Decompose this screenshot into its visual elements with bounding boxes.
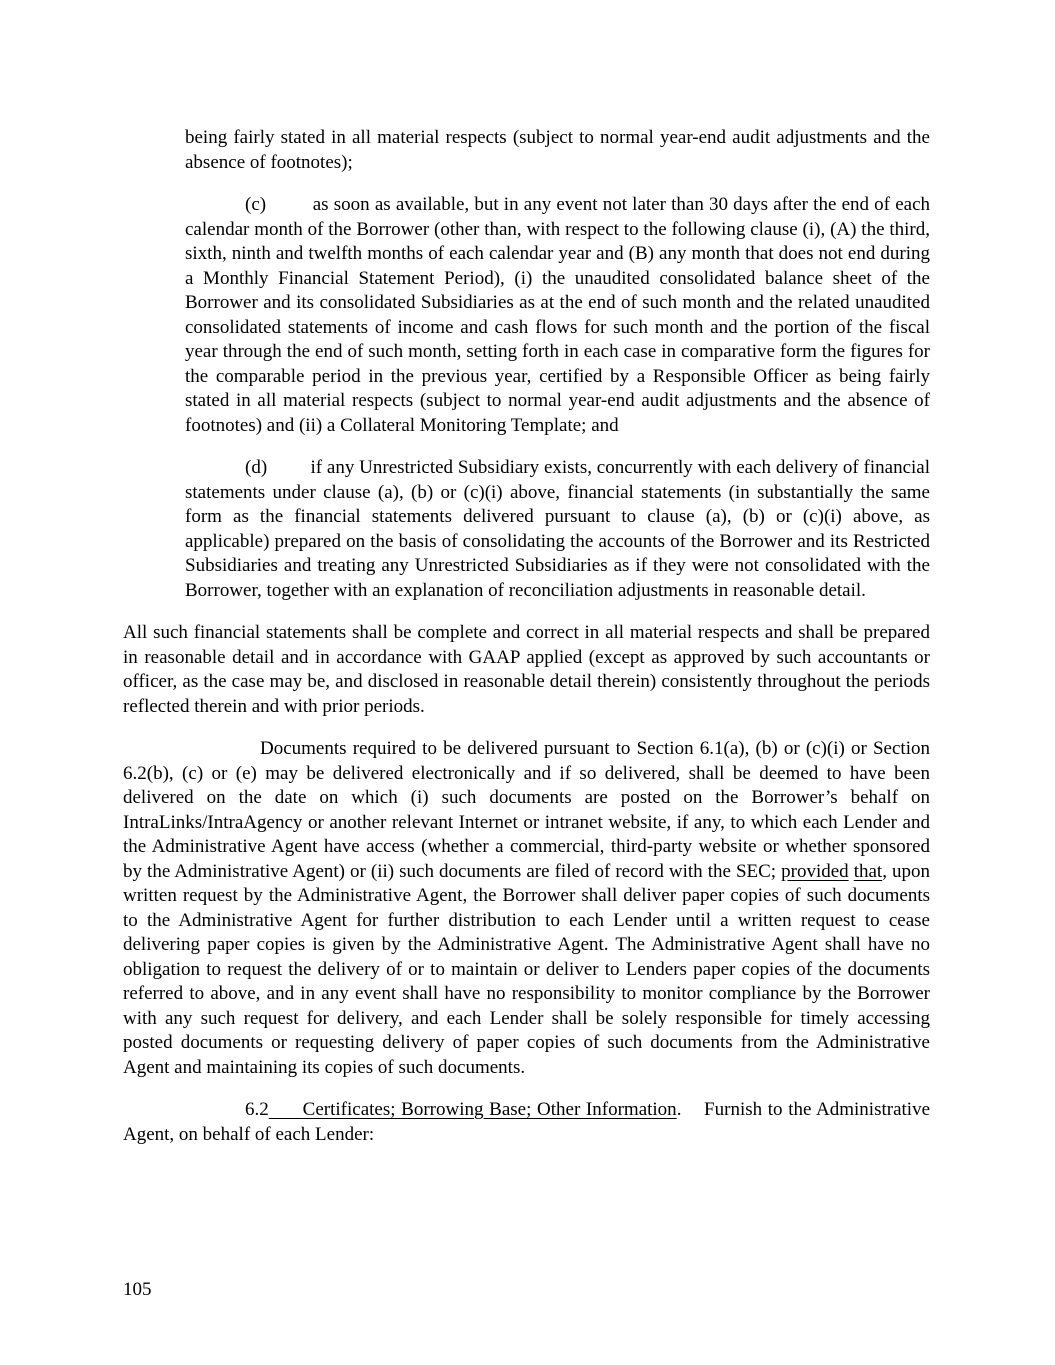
underlined-text-run: provided [781,860,849,882]
text-run: 6.2 [245,1099,269,1120]
electronic-delivery-paragraph [123,737,930,1080]
gaap-compliance-paragraph: All such financial statements shall be complete and correct in all material respects and shall be prepared in reasonable detail and in accordance with GAAP applied (except as approved by such accountants or officer, as the case may be, and disclosed in reasonable detail therein) consistently throughout the periods reflected therein and with prior periods. [123,622,930,717]
underlined-text-run: Certificates; Borrowing Base; Other Information [302,1099,677,1120]
clause-d-paragraph: (d) if any Unrestricted Subsidiary exists, concurrently with each delivery of financial statements under clause (a), (b) or (c)(i) above, financial statements (in substantially the same form as the financial statements delivered pursuant to clause (a), (b) or (c)(i) above, as applicable) prepared on the basis of consolidating the accounts of the Borrower and its Restricted Subsidiaries and treating any Unrestricted Subsidiaries as if they were not consolidated with the Borrower, together with an explanation of reconciliation adjustments in reasonable detail. [185,457,930,601]
page-number: 105 [123,1279,152,1300]
text-run: , upon written request by the Administrative Agent, the Borrower shall deliver paper copies of such documents to the Administrative Agent for further distribution to each Lender until a written request to cease delivering paper copies is given by the Administrative Agent. The Administrative Agent shall have no obligation to request the delivery of or to maintain or deliver to Lenders paper copies of the documents referred to above, and in any event shall have no responsibility to monitor compliance by the Borrower with any such request for delivery, and each Lender shall be solely responsible for timely accessing posted documents or requesting delivery of paper copies of such documents from the Administrative Agent and maintaining its copies of such documents. [123,860,931,1078]
underlined-text-run: that [853,860,883,882]
clause-b-continuation-paragraph: being fairly stated in all material respects (subject to normal year-end audit adjustments and the absence of footnotes); [185,127,930,173]
section-6-2-heading-paragraph [123,1098,930,1147]
clause-c-paragraph: (c) as soon as available, but in any event not later than 30 days after the end of each calendar month of the Borrower (other than, with respect to the following clause (i), (A) the third, sixth, ninth and twelfth months of each calendar year and (B) any month that does not end during a Monthly Financial Statement Period), (i) the unaudited consolidated balance sheet of the Borrower and its consolidated Subsidiaries as at the end of such month and the related unaudited consolidated statements of income and cash flows for such month and the portion of the fiscal year through the end of such month, setting forth in each case in comparative form the figures for the comparable period in the previous year, certified by a Responsible Officer as being fairly stated in all material respects (subject to normal year-end audit adjustments and the absence of footnotes) and (ii) a Collateral Monitoring Template; and [185,194,930,436]
text-run: Documents required to be delivered pursuant to Section 6.1(a), (b) or (c)(i) or Section 6.2(b), (c) or (e) may be delivered electronically and if so delivered, shall be deemed to have been delivered on the date on which (i) such documents are posted on the Borrower’s behalf on IntraLinks/IntraAgency or another relevant Internet or intranet website, if any, to which each Lender and the Administrative Agent have access (whether a commercial, third-party website or whether sponsored by the Administrative Agent) or (ii) such documents are filed of record with the SEC; [123,738,930,882]
underlined-text-run [269,1099,303,1120]
text-content [123,126,930,1165]
text-run: . Furnish to the Administrative Agent, on behalf of each Lender: [123,1099,930,1145]
